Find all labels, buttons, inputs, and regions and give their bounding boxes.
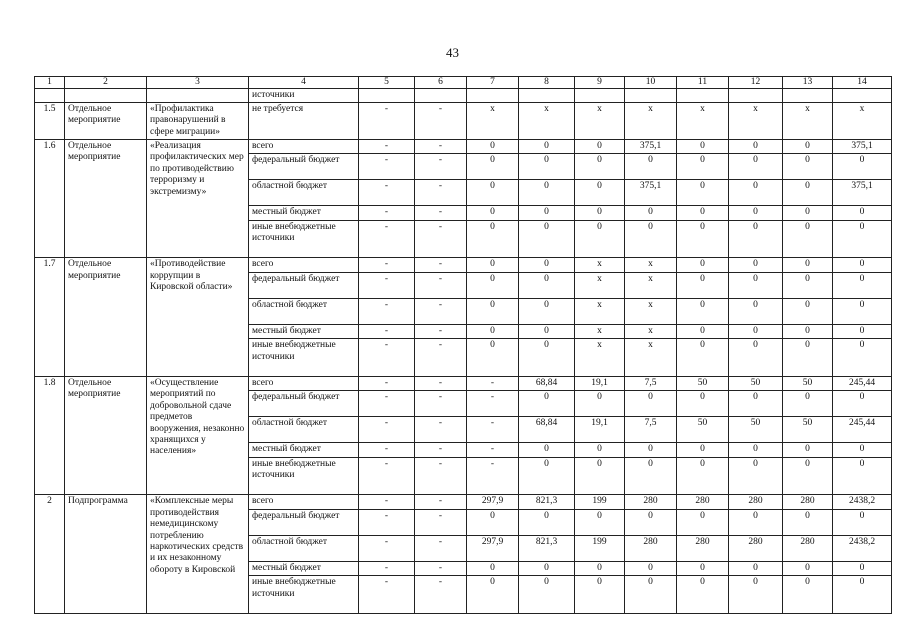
value-cell: - bbox=[359, 154, 415, 180]
value-cell: 0 bbox=[625, 443, 677, 458]
value-cell: 0 bbox=[833, 272, 892, 298]
value-cell: 50 bbox=[677, 376, 729, 391]
header-cell: 9 bbox=[575, 77, 625, 89]
value-cell: - bbox=[467, 443, 519, 458]
value-cell: - bbox=[415, 102, 467, 139]
value-cell: 280 bbox=[729, 495, 783, 510]
value-cell: 0 bbox=[783, 339, 833, 377]
value-cell: - bbox=[359, 535, 415, 561]
value-cell: 0 bbox=[467, 180, 519, 206]
value-cell: 0 bbox=[519, 206, 575, 221]
value-cell: 0 bbox=[467, 220, 519, 258]
value-cell: 0 bbox=[625, 509, 677, 535]
value-cell: - bbox=[359, 220, 415, 258]
value-cell: 7,5 bbox=[625, 376, 677, 391]
value-cell: - bbox=[359, 298, 415, 324]
value-cell: 50 bbox=[783, 376, 833, 391]
value-cell: - bbox=[359, 324, 415, 339]
value-cell: - bbox=[415, 495, 467, 510]
value-cell: - bbox=[415, 417, 467, 443]
empty-cell bbox=[677, 89, 729, 102]
value-cell: - bbox=[359, 391, 415, 417]
value-cell: 0 bbox=[729, 154, 783, 180]
value-cell: - bbox=[359, 495, 415, 510]
value-cell: 50 bbox=[729, 376, 783, 391]
event-type-cell: Отдельное мероприятие bbox=[65, 102, 147, 139]
value-cell: 2438,2 bbox=[833, 535, 892, 561]
value-cell: 0 bbox=[783, 180, 833, 206]
value-cell: 0 bbox=[625, 206, 677, 221]
value-cell: - bbox=[415, 154, 467, 180]
value-cell: 0 bbox=[677, 206, 729, 221]
value-cell: - bbox=[359, 417, 415, 443]
value-cell: 68,84 bbox=[519, 417, 575, 443]
value-cell: 0 bbox=[575, 206, 625, 221]
value-cell: 0 bbox=[677, 457, 729, 495]
value-cell: 0 bbox=[467, 258, 519, 273]
value-cell: 0 bbox=[677, 509, 729, 535]
empty-cell bbox=[359, 89, 415, 102]
value-cell: - bbox=[415, 206, 467, 221]
value-cell: 0 bbox=[575, 154, 625, 180]
value-cell: - bbox=[415, 535, 467, 561]
value-cell: x bbox=[575, 298, 625, 324]
value-cell: - bbox=[415, 561, 467, 576]
row-number-cell: 1.5 bbox=[35, 102, 65, 139]
header-cell: 4 bbox=[249, 77, 359, 89]
value-cell: 50 bbox=[677, 417, 729, 443]
empty-cell bbox=[575, 89, 625, 102]
value-cell: 0 bbox=[519, 298, 575, 324]
value-cell: 0 bbox=[519, 457, 575, 495]
value-cell: 0 bbox=[833, 220, 892, 258]
value-cell: 0 bbox=[519, 576, 575, 614]
value-cell: 0 bbox=[729, 391, 783, 417]
value-cell: - bbox=[467, 457, 519, 495]
funding-source-cell: всего bbox=[249, 495, 359, 510]
value-cell: - bbox=[415, 272, 467, 298]
value-cell: - bbox=[467, 376, 519, 391]
value-cell: - bbox=[359, 561, 415, 576]
value-cell: x bbox=[783, 102, 833, 139]
empty-cell bbox=[147, 89, 249, 102]
value-cell: - bbox=[415, 298, 467, 324]
value-cell: 280 bbox=[625, 495, 677, 510]
table-body bbox=[35, 77, 892, 614]
value-cell: - bbox=[415, 391, 467, 417]
value-cell: 0 bbox=[575, 443, 625, 458]
value-cell: 0 bbox=[467, 324, 519, 339]
funding-source-cell: всего bbox=[249, 376, 359, 391]
value-cell: 0 bbox=[625, 154, 677, 180]
value-cell: - bbox=[467, 417, 519, 443]
value-cell: 50 bbox=[729, 417, 783, 443]
value-cell: 0 bbox=[729, 272, 783, 298]
value-cell: 0 bbox=[833, 154, 892, 180]
header-cell: 5 bbox=[359, 77, 415, 89]
header-cell: 1 bbox=[35, 77, 65, 89]
value-cell: 199 bbox=[575, 495, 625, 510]
header-cell: 6 bbox=[415, 77, 467, 89]
value-cell: 280 bbox=[729, 535, 783, 561]
value-cell: 0 bbox=[519, 339, 575, 377]
header-cell: 3 bbox=[147, 77, 249, 89]
event-name-cell: «Комплексные меры противодействия немедицинскому потреблению наркотических средств и их незаконному обороту в Кировской bbox=[147, 495, 249, 614]
value-cell: 0 bbox=[575, 180, 625, 206]
empty-cell bbox=[519, 89, 575, 102]
value-cell: 0 bbox=[833, 457, 892, 495]
value-cell: 0 bbox=[519, 154, 575, 180]
table-row bbox=[35, 102, 892, 139]
value-cell: 0 bbox=[677, 324, 729, 339]
event-type-cell: Отдельное мероприятие bbox=[65, 376, 147, 495]
value-cell: 0 bbox=[833, 391, 892, 417]
header-cell: 7 bbox=[467, 77, 519, 89]
value-cell: x bbox=[625, 324, 677, 339]
value-cell: 0 bbox=[783, 443, 833, 458]
value-cell: 0 bbox=[519, 561, 575, 576]
value-cell: - bbox=[359, 509, 415, 535]
funding-source-cell: всего bbox=[249, 139, 359, 154]
value-cell: 0 bbox=[519, 139, 575, 154]
funding-source-cell: федеральный бюджет bbox=[249, 154, 359, 180]
value-cell: 0 bbox=[519, 180, 575, 206]
value-cell: - bbox=[359, 457, 415, 495]
value-cell: 0 bbox=[467, 139, 519, 154]
value-cell: 0 bbox=[783, 457, 833, 495]
value-cell: 280 bbox=[783, 535, 833, 561]
value-cell: 0 bbox=[833, 576, 892, 614]
value-cell: x bbox=[677, 102, 729, 139]
table-row bbox=[35, 258, 892, 273]
header-cell: 14 bbox=[833, 77, 892, 89]
table-row bbox=[35, 376, 892, 391]
value-cell: x bbox=[467, 102, 519, 139]
value-cell: 0 bbox=[729, 139, 783, 154]
value-cell: 0 bbox=[783, 272, 833, 298]
funding-source-cell: областной бюджет bbox=[249, 417, 359, 443]
value-cell: 0 bbox=[677, 298, 729, 324]
continuation-source: источники bbox=[249, 89, 359, 102]
value-cell: - bbox=[415, 180, 467, 206]
value-cell: 0 bbox=[729, 509, 783, 535]
value-cell: x bbox=[625, 339, 677, 377]
value-cell: 0 bbox=[519, 443, 575, 458]
value-cell: 0 bbox=[519, 220, 575, 258]
value-cell: x bbox=[519, 102, 575, 139]
value-cell: 0 bbox=[677, 258, 729, 273]
value-cell: 0 bbox=[519, 391, 575, 417]
row-number-cell: 1.8 bbox=[35, 376, 65, 495]
value-cell: 0 bbox=[575, 220, 625, 258]
value-cell: 0 bbox=[729, 180, 783, 206]
value-cell: 280 bbox=[677, 535, 729, 561]
value-cell: 0 bbox=[783, 258, 833, 273]
value-cell: 0 bbox=[783, 509, 833, 535]
empty-cell bbox=[783, 89, 833, 102]
value-cell: 0 bbox=[833, 206, 892, 221]
value-cell: 0 bbox=[833, 324, 892, 339]
value-cell: 0 bbox=[677, 443, 729, 458]
row-number-cell: 2 bbox=[35, 495, 65, 614]
budget-table bbox=[34, 76, 892, 614]
value-cell: x bbox=[625, 258, 677, 273]
value-cell: 0 bbox=[677, 576, 729, 614]
header-cell: 8 bbox=[519, 77, 575, 89]
funding-source-cell: федеральный бюджет bbox=[249, 509, 359, 535]
value-cell: 0 bbox=[677, 154, 729, 180]
value-cell: - bbox=[415, 339, 467, 377]
event-type-cell: Подпрограмма bbox=[65, 495, 147, 614]
value-cell: 0 bbox=[519, 272, 575, 298]
value-cell: 19,1 bbox=[575, 376, 625, 391]
value-cell: 0 bbox=[833, 258, 892, 273]
funding-source-cell: иные внебюджетные источники bbox=[249, 457, 359, 495]
value-cell: - bbox=[359, 443, 415, 458]
value-cell: 0 bbox=[467, 576, 519, 614]
value-cell: 821,3 bbox=[519, 535, 575, 561]
value-cell: 0 bbox=[467, 339, 519, 377]
value-cell: 245,44 bbox=[833, 417, 892, 443]
empty-cell bbox=[833, 89, 892, 102]
value-cell: x bbox=[625, 272, 677, 298]
value-cell: - bbox=[359, 139, 415, 154]
value-cell: 0 bbox=[833, 561, 892, 576]
value-cell: 0 bbox=[729, 220, 783, 258]
value-cell: x bbox=[625, 102, 677, 139]
value-cell: 0 bbox=[729, 324, 783, 339]
header-cell: 2 bbox=[65, 77, 147, 89]
value-cell: 280 bbox=[783, 495, 833, 510]
value-cell: 0 bbox=[677, 339, 729, 377]
value-cell: 0 bbox=[783, 220, 833, 258]
value-cell: 0 bbox=[625, 220, 677, 258]
value-cell: 0 bbox=[783, 139, 833, 154]
funding-source-cell: областной бюджет bbox=[249, 180, 359, 206]
value-cell: 297,9 bbox=[467, 495, 519, 510]
value-cell: 0 bbox=[729, 576, 783, 614]
value-cell: 0 bbox=[575, 509, 625, 535]
value-cell: x bbox=[575, 339, 625, 377]
value-cell: 0 bbox=[833, 443, 892, 458]
value-cell: 0 bbox=[575, 139, 625, 154]
value-cell: 7,5 bbox=[625, 417, 677, 443]
value-cell: 0 bbox=[783, 154, 833, 180]
table-row bbox=[35, 495, 892, 510]
value-cell: 2438,2 bbox=[833, 495, 892, 510]
row-number-cell: 1.7 bbox=[35, 258, 65, 377]
value-cell: 0 bbox=[783, 298, 833, 324]
value-cell: 0 bbox=[467, 154, 519, 180]
empty-cell bbox=[65, 89, 147, 102]
value-cell: - bbox=[467, 391, 519, 417]
value-cell: x bbox=[625, 298, 677, 324]
value-cell: 0 bbox=[729, 298, 783, 324]
value-cell: 0 bbox=[467, 206, 519, 221]
value-cell: 0 bbox=[833, 339, 892, 377]
value-cell: - bbox=[359, 102, 415, 139]
value-cell: 0 bbox=[467, 272, 519, 298]
funding-source-cell: не требуется bbox=[249, 102, 359, 139]
value-cell: - bbox=[415, 576, 467, 614]
value-cell: - bbox=[359, 206, 415, 221]
value-cell: 375,1 bbox=[833, 139, 892, 154]
value-cell: 68,84 bbox=[519, 376, 575, 391]
table-row bbox=[35, 139, 892, 154]
value-cell: x bbox=[833, 102, 892, 139]
value-cell: 0 bbox=[519, 324, 575, 339]
value-cell: 297,9 bbox=[467, 535, 519, 561]
value-cell: x bbox=[729, 102, 783, 139]
funding-source-cell: всего bbox=[249, 258, 359, 273]
value-cell: 0 bbox=[729, 561, 783, 576]
funding-source-cell: областной бюджет bbox=[249, 535, 359, 561]
value-cell: - bbox=[359, 258, 415, 273]
value-cell: 0 bbox=[519, 509, 575, 535]
value-cell: 0 bbox=[783, 561, 833, 576]
value-cell: - bbox=[359, 180, 415, 206]
funding-source-cell: местный бюджет bbox=[249, 206, 359, 221]
header-cell: 13 bbox=[783, 77, 833, 89]
value-cell: 0 bbox=[729, 258, 783, 273]
value-cell: x bbox=[575, 324, 625, 339]
value-cell: 280 bbox=[677, 495, 729, 510]
value-cell: 0 bbox=[677, 272, 729, 298]
event-type-cell: Отдельное мероприятие bbox=[65, 139, 147, 258]
event-type-cell: Отдельное мероприятие bbox=[65, 258, 147, 377]
value-cell: 0 bbox=[729, 206, 783, 221]
value-cell: 50 bbox=[783, 417, 833, 443]
value-cell: 0 bbox=[783, 206, 833, 221]
funding-source-cell: областной бюджет bbox=[249, 298, 359, 324]
value-cell: x bbox=[575, 258, 625, 273]
value-cell: x bbox=[575, 102, 625, 139]
value-cell: 0 bbox=[833, 509, 892, 535]
value-cell: 0 bbox=[677, 139, 729, 154]
value-cell: 0 bbox=[625, 561, 677, 576]
value-cell: 0 bbox=[519, 258, 575, 273]
value-cell: 0 bbox=[575, 576, 625, 614]
row-number-cell: 1.6 bbox=[35, 139, 65, 258]
value-cell: - bbox=[415, 509, 467, 535]
funding-source-cell: иные внебюджетные источники bbox=[249, 339, 359, 377]
empty-cell bbox=[35, 89, 65, 102]
value-cell: 0 bbox=[677, 180, 729, 206]
value-cell: 0 bbox=[625, 457, 677, 495]
value-cell: 199 bbox=[575, 535, 625, 561]
value-cell: 0 bbox=[833, 298, 892, 324]
value-cell: - bbox=[359, 576, 415, 614]
empty-cell bbox=[415, 89, 467, 102]
value-cell: 19,1 bbox=[575, 417, 625, 443]
header-row bbox=[35, 77, 892, 89]
funding-source-cell: федеральный бюджет bbox=[249, 391, 359, 417]
value-cell: 0 bbox=[729, 339, 783, 377]
value-cell: - bbox=[415, 258, 467, 273]
value-cell: 0 bbox=[467, 298, 519, 324]
value-cell: - bbox=[415, 376, 467, 391]
funding-source-cell: федеральный бюджет bbox=[249, 272, 359, 298]
value-cell: 0 bbox=[677, 561, 729, 576]
value-cell: - bbox=[359, 339, 415, 377]
value-cell: 0 bbox=[677, 391, 729, 417]
value-cell: 375,1 bbox=[625, 180, 677, 206]
value-cell: 0 bbox=[783, 391, 833, 417]
value-cell: 280 bbox=[625, 535, 677, 561]
funding-source-cell: местный бюджет bbox=[249, 324, 359, 339]
header-cell: 10 bbox=[625, 77, 677, 89]
funding-source-cell: иные внебюджетные источники bbox=[249, 220, 359, 258]
event-name-cell: «Противодействие коррупции в Кировской области» bbox=[147, 258, 249, 377]
value-cell: 0 bbox=[729, 457, 783, 495]
value-cell: 375,1 bbox=[833, 180, 892, 206]
event-name-cell: «Профилактика правонарушений в сфере миграции» bbox=[147, 102, 249, 139]
page-number: 43 bbox=[446, 45, 459, 60]
value-cell: - bbox=[415, 457, 467, 495]
empty-cell bbox=[729, 89, 783, 102]
value-cell: - bbox=[359, 376, 415, 391]
value-cell: 245,44 bbox=[833, 376, 892, 391]
value-cell: 0 bbox=[677, 220, 729, 258]
value-cell: - bbox=[415, 139, 467, 154]
header-cell: 11 bbox=[677, 77, 729, 89]
value-cell: 375,1 bbox=[625, 139, 677, 154]
value-cell: 0 bbox=[783, 324, 833, 339]
value-cell: 0 bbox=[467, 509, 519, 535]
value-cell: - bbox=[359, 272, 415, 298]
value-cell: x bbox=[575, 272, 625, 298]
value-cell: 0 bbox=[575, 457, 625, 495]
value-cell: - bbox=[415, 443, 467, 458]
empty-cell bbox=[625, 89, 677, 102]
event-name-cell: «Осуществление мероприятий по добровольной сдаче предметов вооружения, незаконно хранящихся у населения» bbox=[147, 376, 249, 495]
value-cell: 0 bbox=[625, 576, 677, 614]
value-cell: 0 bbox=[625, 391, 677, 417]
value-cell: - bbox=[415, 220, 467, 258]
value-cell: 0 bbox=[467, 561, 519, 576]
continuation-row bbox=[35, 89, 892, 102]
value-cell: 0 bbox=[575, 391, 625, 417]
value-cell: 0 bbox=[729, 443, 783, 458]
value-cell: 0 bbox=[783, 576, 833, 614]
empty-cell bbox=[467, 89, 519, 102]
funding-source-cell: иные внебюджетные источники bbox=[249, 576, 359, 614]
event-name-cell: «Реализация профилактических мер по противодействию терроризму и экстремизму» bbox=[147, 139, 249, 258]
value-cell: - bbox=[415, 324, 467, 339]
funding-source-cell: местный бюджет bbox=[249, 443, 359, 458]
value-cell: 821,3 bbox=[519, 495, 575, 510]
funding-source-cell: местный бюджет bbox=[249, 561, 359, 576]
header-cell: 12 bbox=[729, 77, 783, 89]
value-cell: 0 bbox=[575, 561, 625, 576]
